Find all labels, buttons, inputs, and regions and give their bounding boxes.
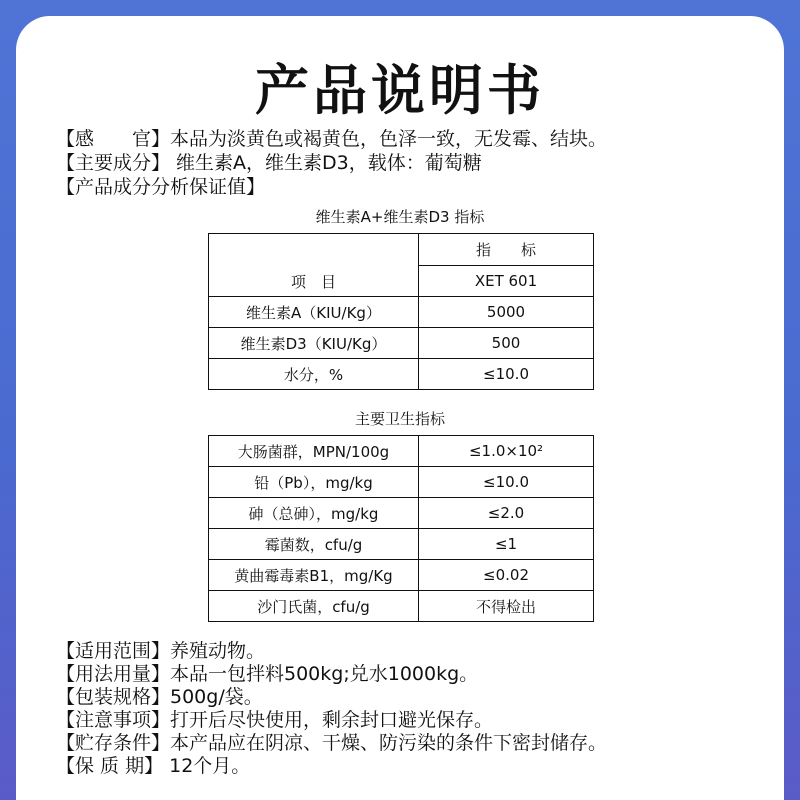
table-row-value: ≤0.02 bbox=[419, 560, 594, 591]
table-row-value: ≤2.0 bbox=[419, 498, 594, 529]
table-row-value: 500 bbox=[419, 328, 594, 359]
hygiene-index-table bbox=[208, 435, 594, 622]
table-row-value: ≤1 bbox=[419, 529, 594, 560]
page-title: 产品说明书 bbox=[255, 59, 545, 122]
instruction-card bbox=[16, 16, 784, 800]
model-cell: XET 601 bbox=[419, 266, 594, 297]
table-row-label: 维生素A（KIU/Kg） bbox=[209, 297, 419, 328]
item-header-text: 项 目 bbox=[290, 273, 336, 291]
notice-line: 【注意事项】打开后尽快使用，剩余封口避光保存。 bbox=[56, 709, 494, 731]
table-row-label: 霉菌数，cfu/g bbox=[209, 529, 419, 560]
table-row-label: 大肠菌群，MPN/100g bbox=[209, 436, 419, 467]
table1-caption: 维生素A+维生素D3 指标 bbox=[315, 208, 485, 226]
table-row-label: 沙门氏菌，cfu/g bbox=[209, 591, 419, 622]
storage-line: 【贮存条件】本产品应在阴凉、干燥、防污染的条件下密封储存。 bbox=[56, 732, 608, 754]
package-line: 【包装规格】500g/袋。 bbox=[56, 686, 263, 708]
table-row-value: 不得检出 bbox=[419, 591, 594, 622]
table-row-label: 砷（总砷），mg/kg bbox=[209, 498, 419, 529]
table-row-value: ≤1.0×10² bbox=[419, 436, 594, 467]
table2-caption: 主要卫生指标 bbox=[354, 410, 445, 428]
shelf-life-line: 【保 质 期】 12个月。 bbox=[56, 755, 251, 777]
index-header: 指 标 bbox=[419, 234, 594, 266]
sensory-line: 【感 官】本品为淡黄色或褐黄色，色泽一致，无发霉、结块。 bbox=[56, 128, 608, 150]
table-row-label: 维生素D3（KIU/Kg） bbox=[209, 328, 419, 359]
table-row-value: ≤10.0 bbox=[419, 359, 594, 390]
table-row-label: 黄曲霉毒素B1，mg/Kg bbox=[209, 560, 419, 591]
analysis-heading: 【产品成分分析保证值】 bbox=[56, 176, 266, 198]
table-row-value: ≤10.0 bbox=[419, 467, 594, 498]
table-row-label: 铅（Pb），mg/kg bbox=[209, 467, 419, 498]
item-header bbox=[209, 234, 419, 297]
vitamin-index-table bbox=[208, 233, 594, 390]
ingredients-line: 【主要成分】 维生素A，维生素D3，载体：葡萄糖 bbox=[56, 152, 482, 174]
dosage-line: 【用法用量】本品一包拌料500kg;兑水1000kg。 bbox=[56, 663, 479, 685]
table-row-label: 水分，% bbox=[209, 359, 419, 390]
scope-line: 【适用范围】养殖动物。 bbox=[56, 640, 266, 662]
table-row-value: 5000 bbox=[419, 297, 594, 328]
